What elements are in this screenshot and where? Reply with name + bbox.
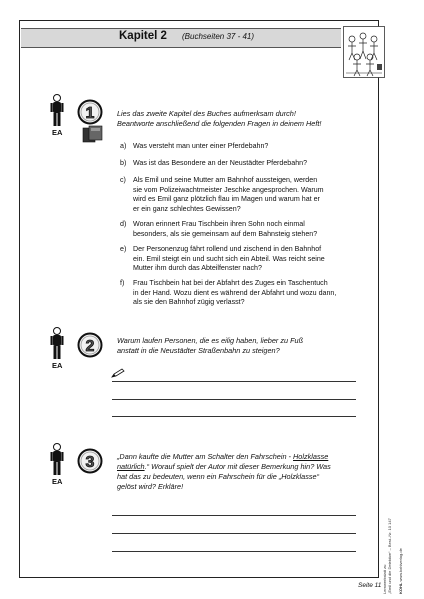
question-e: e) Der Personenzug fährt rollend und zischend in den Bahnhof ein. Emil steigt ein und sucht sich ein Abteil. Was reicht seine Mutter ihm durch das Abteilfenster nach?: [120, 245, 325, 273]
book-icon: [82, 125, 104, 143]
publisher-name: KOHL: [398, 582, 403, 594]
question-f: f) Frau Tischbein hat bei der Abfahrt des Zuges ein Taschentuch in der Hand. Wozu dient es während der Abfahrt und wozu dann, als sie den Bahnhof zügig verlasst?: [120, 279, 337, 307]
svg-text:2: 2: [85, 338, 95, 355]
publisher-url: www.kohlverlag.de: [398, 548, 403, 582]
task1-instruction: Lies das zweite Kapitel des Buches aufmerksam durch! Beantworte anschließend die folgenden Fragen in deinem Heft!: [117, 109, 322, 128]
answer-line[interactable]: [112, 399, 356, 400]
answer-line[interactable]: [112, 381, 356, 382]
answer-line[interactable]: [112, 416, 356, 417]
student-icon: [49, 327, 65, 361]
work-mode-label: EA: [52, 477, 63, 486]
chapter-title: Kapitel 2: [119, 30, 167, 42]
task2-question: Warum laufen Personen, die es eilig haben, lieber zu Fuß anstatt in die Neustädter Straßenbahn zu steigen?: [117, 336, 304, 355]
task-number-badge: [77, 448, 103, 474]
question-b: b) Was ist das Besondere an der Neustädter Pferdebahn?: [120, 159, 308, 167]
answer-line[interactable]: [112, 551, 356, 552]
work-mode-label: EA: [52, 128, 63, 137]
student-icon: [49, 443, 65, 477]
pencil-icon: [111, 368, 125, 378]
student-icon: [49, 94, 65, 128]
task-number-badge: [77, 99, 103, 125]
question-a: a) Was versteht man unter einer Pferdebahn?: [120, 142, 269, 150]
work-mode-label: EA: [52, 361, 63, 370]
svg-text:3: 3: [85, 454, 95, 471]
side-line-2: „Emil und die Detektive“ – Best.-Nr. 10 147: [387, 518, 392, 594]
question-d: d) Woran erinnert Frau Tischbein ihren Sohn noch einmal besonders, als sie gemeinsam auf dem Bahnsteig stehen?: [120, 220, 318, 238]
side-line-1: Lernwerkstatt zu: [382, 564, 387, 594]
page-number: Seite 11: [358, 582, 382, 589]
side-publisher-note: [382, 404, 403, 594]
chapter-pages: (Buchseiten 37 - 41): [182, 32, 255, 41]
question-c: c) Als Emil und seine Mutter am Bahnhof aussteigen, werden sie vom Polizeiwachtmeister Jeschke angesprochen. Warum wird es Emil ganz plötzlich flau im Magen und warum hat er er ein ganz schlechtes Gewissen?: [120, 176, 324, 213]
children-illustration: [343, 26, 385, 78]
answer-line[interactable]: [112, 515, 356, 516]
task3-question: „Dann kaufte die Mutter am Schalter den Fahrschein - Holzklasse natürlich.“ Worauf spielt der Autor mit dieser Bemerkung hin? Was hat das zu bedeuten, wenn ein Fahrschein für die „Holzklasse“ gelöst wird? Erkläre!: [117, 452, 331, 491]
svg-text:1: 1: [85, 105, 95, 122]
answer-line[interactable]: [112, 533, 356, 534]
task-number-badge: [77, 332, 103, 358]
header-bar: [21, 28, 341, 48]
